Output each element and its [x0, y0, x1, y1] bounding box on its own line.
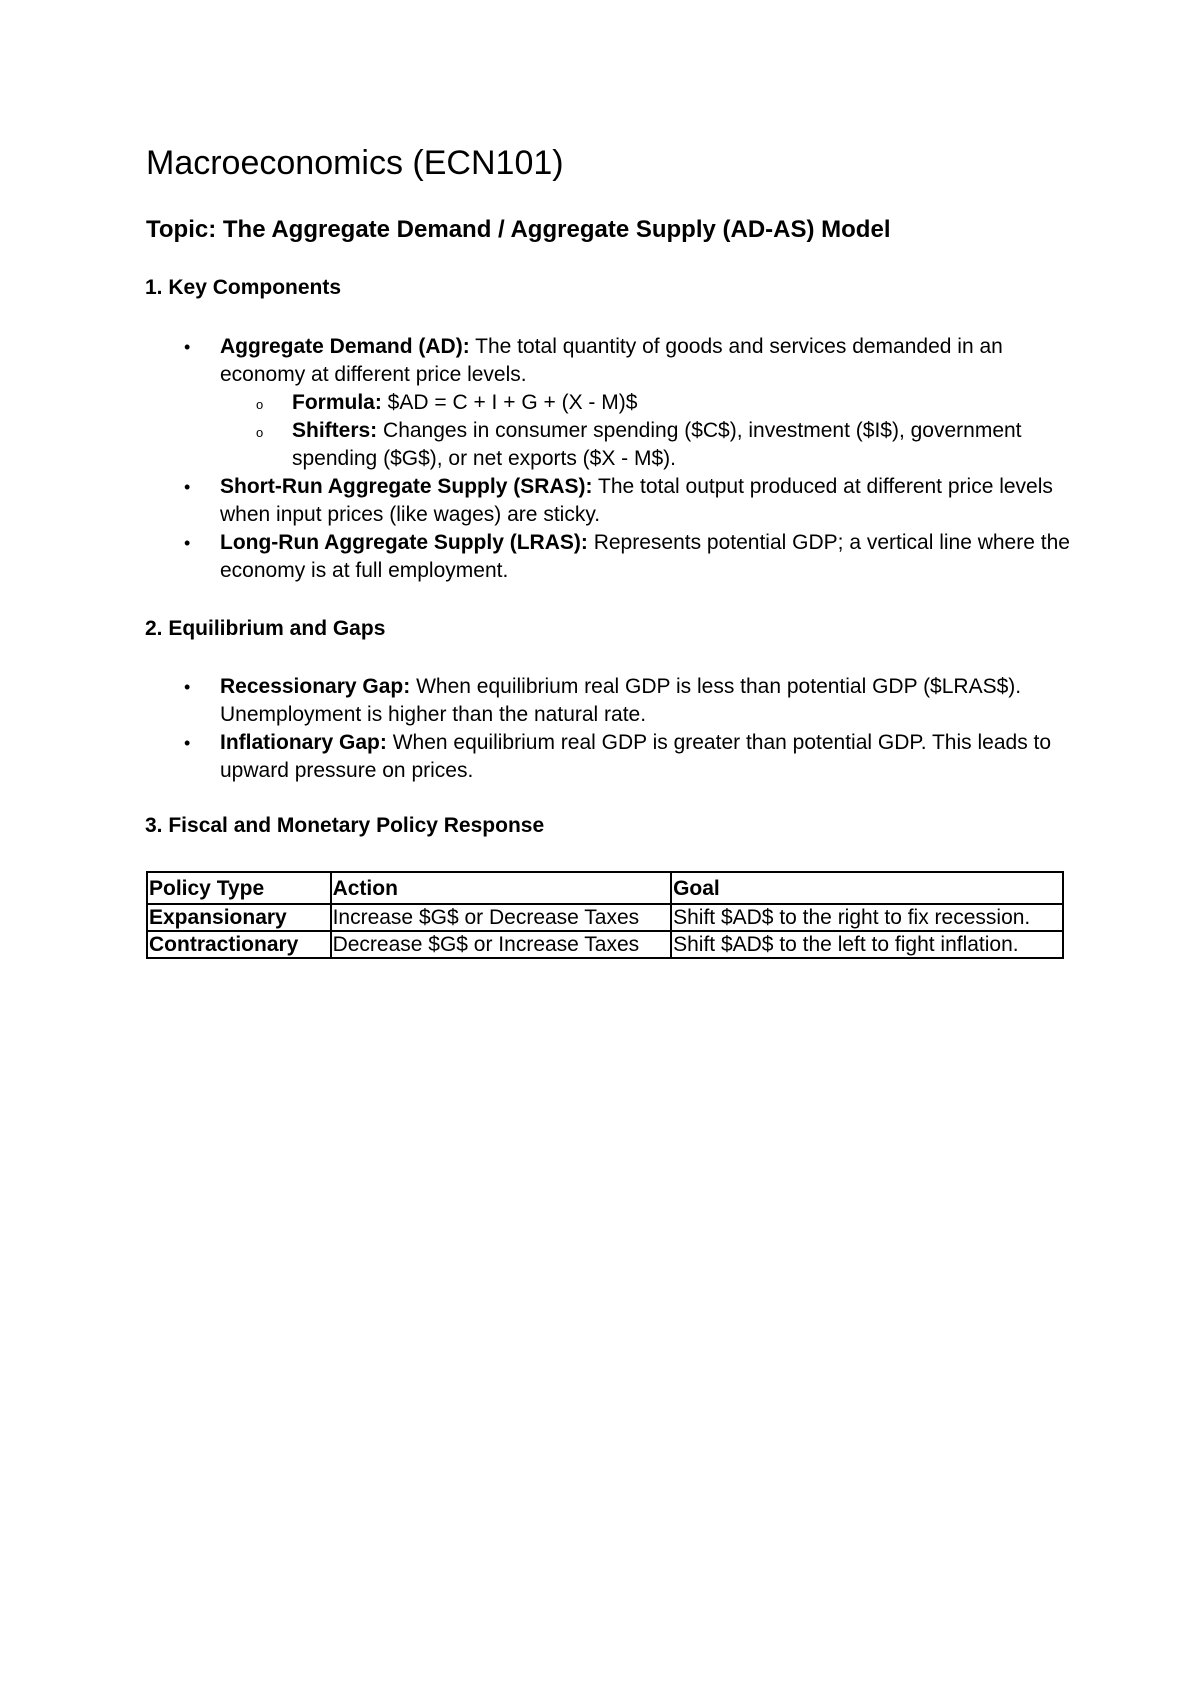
table-cell-goal: Shift $AD$ to the right to fix recession. [671, 904, 1063, 931]
table-cell-action: Decrease $G$ or Increase Taxes [331, 931, 672, 958]
table-cell-policy-type: Expansionary [147, 904, 331, 931]
bullet-icon: • [184, 677, 191, 697]
topic-heading: Topic: The Aggregate Demand / Aggregate Supply (AD-AS) Model [146, 216, 891, 243]
sub-list-item [219, 389, 1070, 417]
bullet-icon: • [184, 533, 191, 553]
column-header: Policy Type [147, 872, 331, 904]
sub-list [220, 389, 1070, 473]
term-description: The total quantity of goods and services demanded in an economy at different price levels. [220, 335, 1003, 386]
bullet-icon: • [184, 477, 191, 497]
section-heading-policy-response: 3. Fiscal and Monetary Policy Response [145, 814, 545, 837]
table-row [147, 904, 1063, 931]
equilibrium-gaps-list [0, 673, 1200, 785]
policy-table [146, 871, 1064, 959]
term-label: Formula: [292, 391, 382, 414]
column-header: Goal [671, 872, 1063, 904]
term-label: Inflationary Gap: [220, 731, 387, 754]
document-title: Macroeconomics (ECN101) [146, 144, 564, 182]
list-item [0, 529, 1070, 585]
term-label: Recessionary Gap: [220, 675, 411, 698]
term-label: Shifters: [292, 419, 378, 442]
term-description: Represents potential GDP; a vertical line where the economy is at full employment. [220, 531, 1070, 582]
column-header: Action [331, 872, 672, 904]
table-cell-action: Increase $G$ or Decrease Taxes [331, 904, 672, 931]
table-row [147, 931, 1063, 958]
key-components-list [0, 333, 1200, 585]
bullet-icon: • [184, 337, 191, 357]
bullet-icon: • [184, 733, 191, 753]
sub-bullet-icon: o [256, 397, 264, 412]
term-description: $AD = C + I + G + (X - M)$ [381, 391, 638, 414]
term-description: When equilibrium real GDP is less than potential GDP ($LRAS$). Unemployment is higher than the natural rate. [220, 675, 1022, 726]
section-heading-key-components: 1. Key Components [145, 276, 342, 299]
term-label: Short-Run Aggregate Supply (SRAS): [220, 475, 593, 498]
term-description: Changes in consumer spending ($C$), investment ($I$), government spending ($G$), or net exports ($X - M$). [292, 419, 1022, 470]
sub-bullet-icon: o [256, 425, 264, 440]
list-item [0, 729, 1070, 785]
table-header-row [147, 872, 1063, 904]
term-label: Aggregate Demand (AD): [220, 335, 470, 358]
term-label: Long-Run Aggregate Supply (LRAS): [220, 531, 588, 554]
section-heading-equilibrium-gaps: 2. Equilibrium and Gaps [145, 617, 386, 640]
table-cell-goal: Shift $AD$ to the left to fight inflation. [671, 931, 1063, 958]
list-item [0, 473, 1070, 529]
table-cell-policy-type: Contractionary [147, 931, 331, 958]
sub-list-item [219, 417, 1070, 473]
list-item [0, 673, 1070, 729]
list-item [0, 333, 1070, 473]
term-description: The total output produced at different price levels when input prices (like wages) are sticky. [220, 475, 1053, 526]
term-description: When equilibrium real GDP is greater than potential GDP. This leads to upward pressure on prices. [220, 731, 1052, 782]
